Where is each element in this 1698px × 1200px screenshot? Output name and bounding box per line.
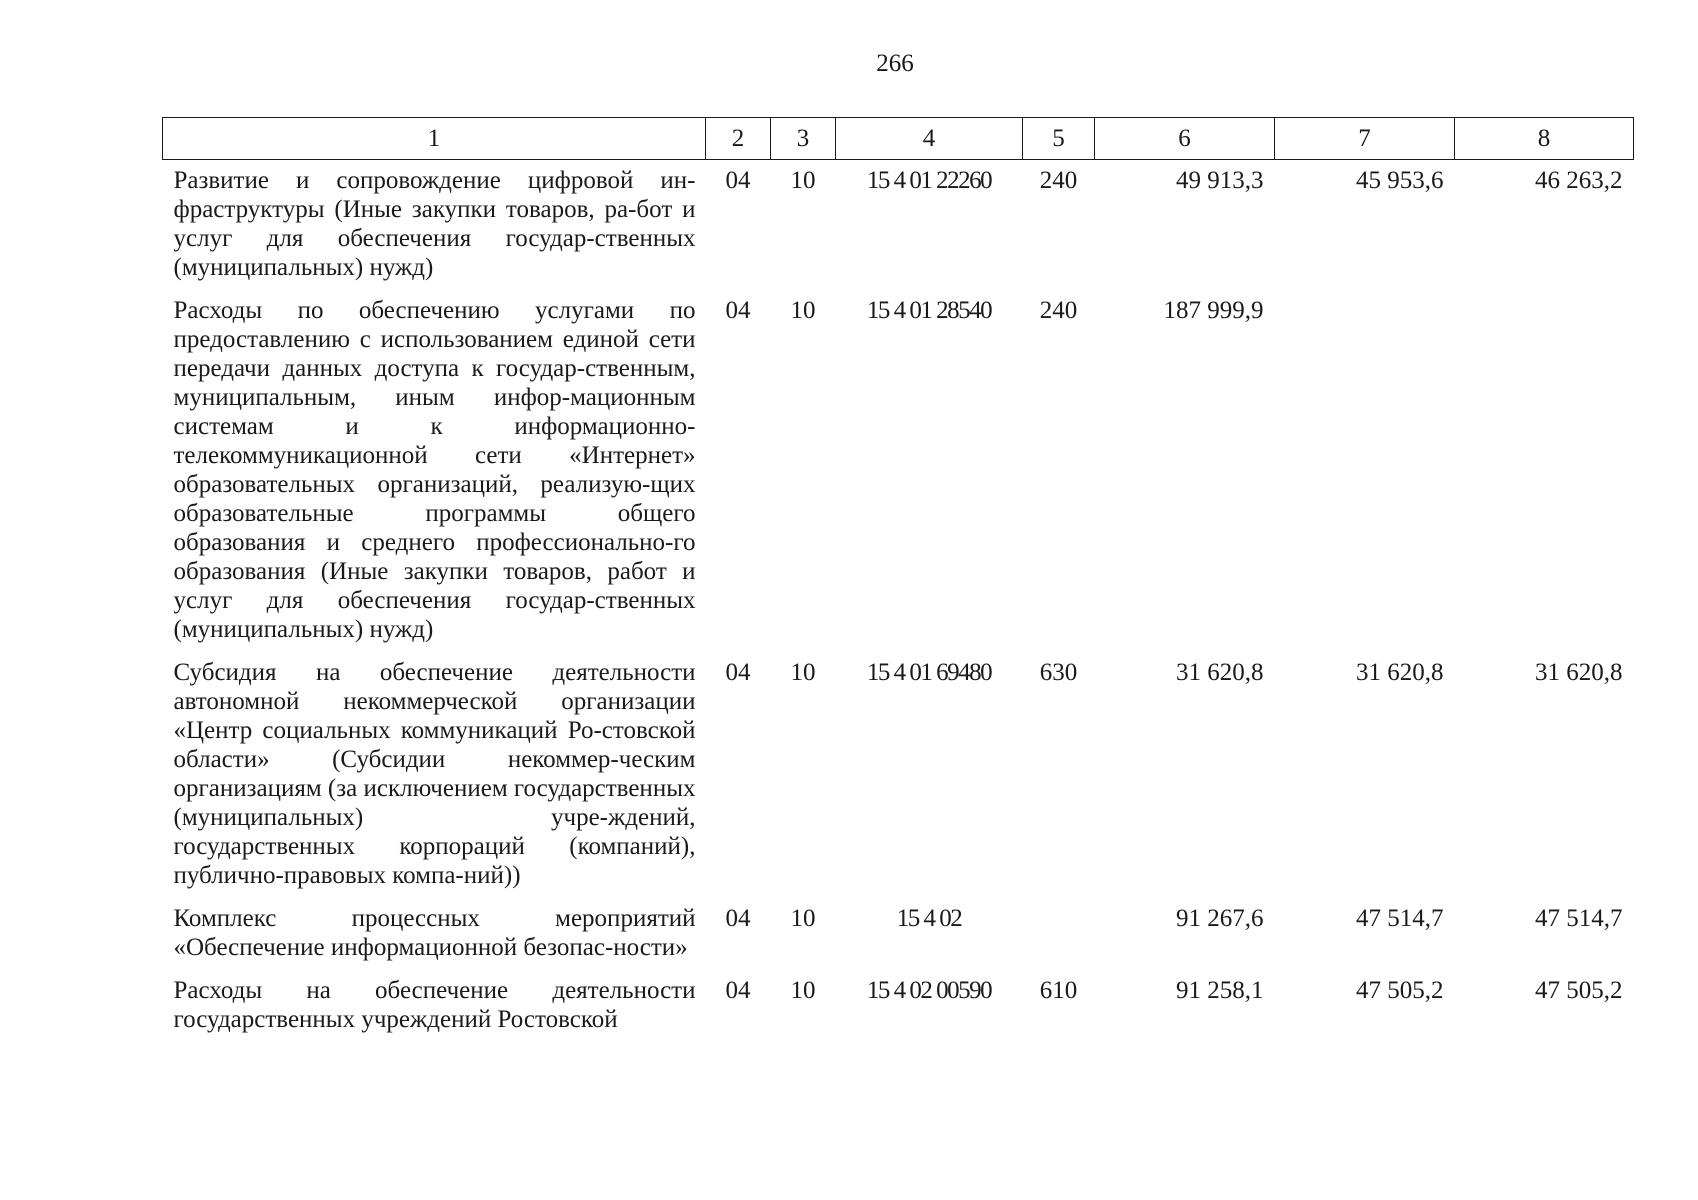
- row-target-article: 15 4 02 00590: [866, 977, 992, 1004]
- page-number: 266: [876, 50, 914, 77]
- row-expense-type: 630: [1039, 659, 1078, 686]
- row-subsection: 10: [790, 905, 816, 932]
- row-section: 04: [725, 905, 751, 932]
- row-amount-col7: 45 953,6: [1356, 167, 1444, 194]
- budget-table: [162, 117, 1634, 1042]
- row-section: 04: [725, 977, 751, 1004]
- row-amount-col6: 49 913,3: [1176, 167, 1264, 194]
- row-section: 04: [725, 659, 751, 686]
- row-amount-col6: 91 258,1: [1176, 977, 1264, 1004]
- table-row: [163, 898, 1634, 970]
- column-header-2: 2: [706, 118, 771, 160]
- row-section: 04: [725, 167, 751, 194]
- column-header-4: 4: [836, 118, 1023, 160]
- row-amount-col6: 31 620,8: [1176, 659, 1264, 686]
- row-description: Комплекс процессных мероприятий «Обеспечение информационной безопас-ности»: [173, 905, 696, 961]
- row-expense-type: 610: [1039, 977, 1078, 1004]
- row-target-article: 15 4 01 69480: [866, 659, 992, 686]
- row-description: Развитие и сопровождение цифровой ин-фраструктуры (Иные закупки товаров, ра-бот и услуг для обеспечения государ-ственных (муниципальных) нужд): [173, 167, 696, 281]
- row-subsection: 10: [790, 977, 816, 1004]
- row-expense-type: [1023, 898, 1095, 970]
- table-row: [163, 160, 1634, 291]
- row-description: Расходы на обеспечение деятельности государственных учреждений Ростовской: [173, 977, 696, 1033]
- row-amount-col8: 46 263,2: [1535, 167, 1623, 194]
- row-amount-col8: 47 505,2: [1535, 977, 1623, 1004]
- row-amount-col7: 47 514,7: [1356, 905, 1444, 932]
- column-header-7: 7: [1275, 118, 1455, 160]
- row-target-article: 15 4 02: [896, 905, 962, 932]
- column-header-6: 6: [1095, 118, 1275, 160]
- row-amount-col8: 47 514,7: [1535, 905, 1623, 932]
- table-row: [163, 652, 1634, 898]
- table-row: [163, 970, 1634, 1042]
- row-amount-col8: [1455, 290, 1634, 652]
- table-header-row: [163, 118, 1634, 160]
- row-subsection: 10: [790, 659, 816, 686]
- row-target-article: 15 4 01 22260: [866, 167, 992, 194]
- row-amount-col7: [1275, 290, 1455, 652]
- row-subsection: 10: [790, 297, 816, 324]
- column-header-1: 1: [163, 118, 706, 160]
- row-description: Расходы по обеспечению услугами по предоставлению с использованием единой сети передачи данных доступа к государ-ственным, муниципальным, иным инфор-мационным системам и к информационно-телекоммуникационной сети «Интернет» образовательных организаций, реализую-щих образовательные программы общего образования и среднего профессионально-го образования (Иные закупки товаров, работ и услуг для обеспечения государ-ственных (муниципальных) нужд): [173, 297, 696, 643]
- row-subsection: 10: [790, 167, 816, 194]
- row-amount-col7: 47 505,2: [1356, 977, 1444, 1004]
- row-expense-type: 240: [1039, 297, 1078, 324]
- row-amount-col8: 31 620,8: [1535, 659, 1623, 686]
- column-header-8: 8: [1455, 118, 1634, 160]
- row-amount-col6: 91 267,6: [1176, 905, 1264, 932]
- column-header-3: 3: [771, 118, 836, 160]
- row-description: Субсидия на обеспечение деятельности автономной некоммерческой организации «Центр социальных коммуникаций Ро-стовской области» (Субсидии некоммер-ческим организациям (за исключением государственных (муниципальных) учре-ждений, государственных корпораций (компаний), публично-правовых компа-ний)): [173, 659, 696, 889]
- row-section: 04: [725, 297, 751, 324]
- row-amount-col6: 187 999,9: [1163, 297, 1264, 324]
- table-row: [163, 290, 1634, 652]
- row-target-article: 15 4 01 28540: [866, 297, 992, 324]
- column-header-5: 5: [1023, 118, 1095, 160]
- row-amount-col7: 31 620,8: [1356, 659, 1444, 686]
- row-expense-type: 240: [1039, 167, 1078, 194]
